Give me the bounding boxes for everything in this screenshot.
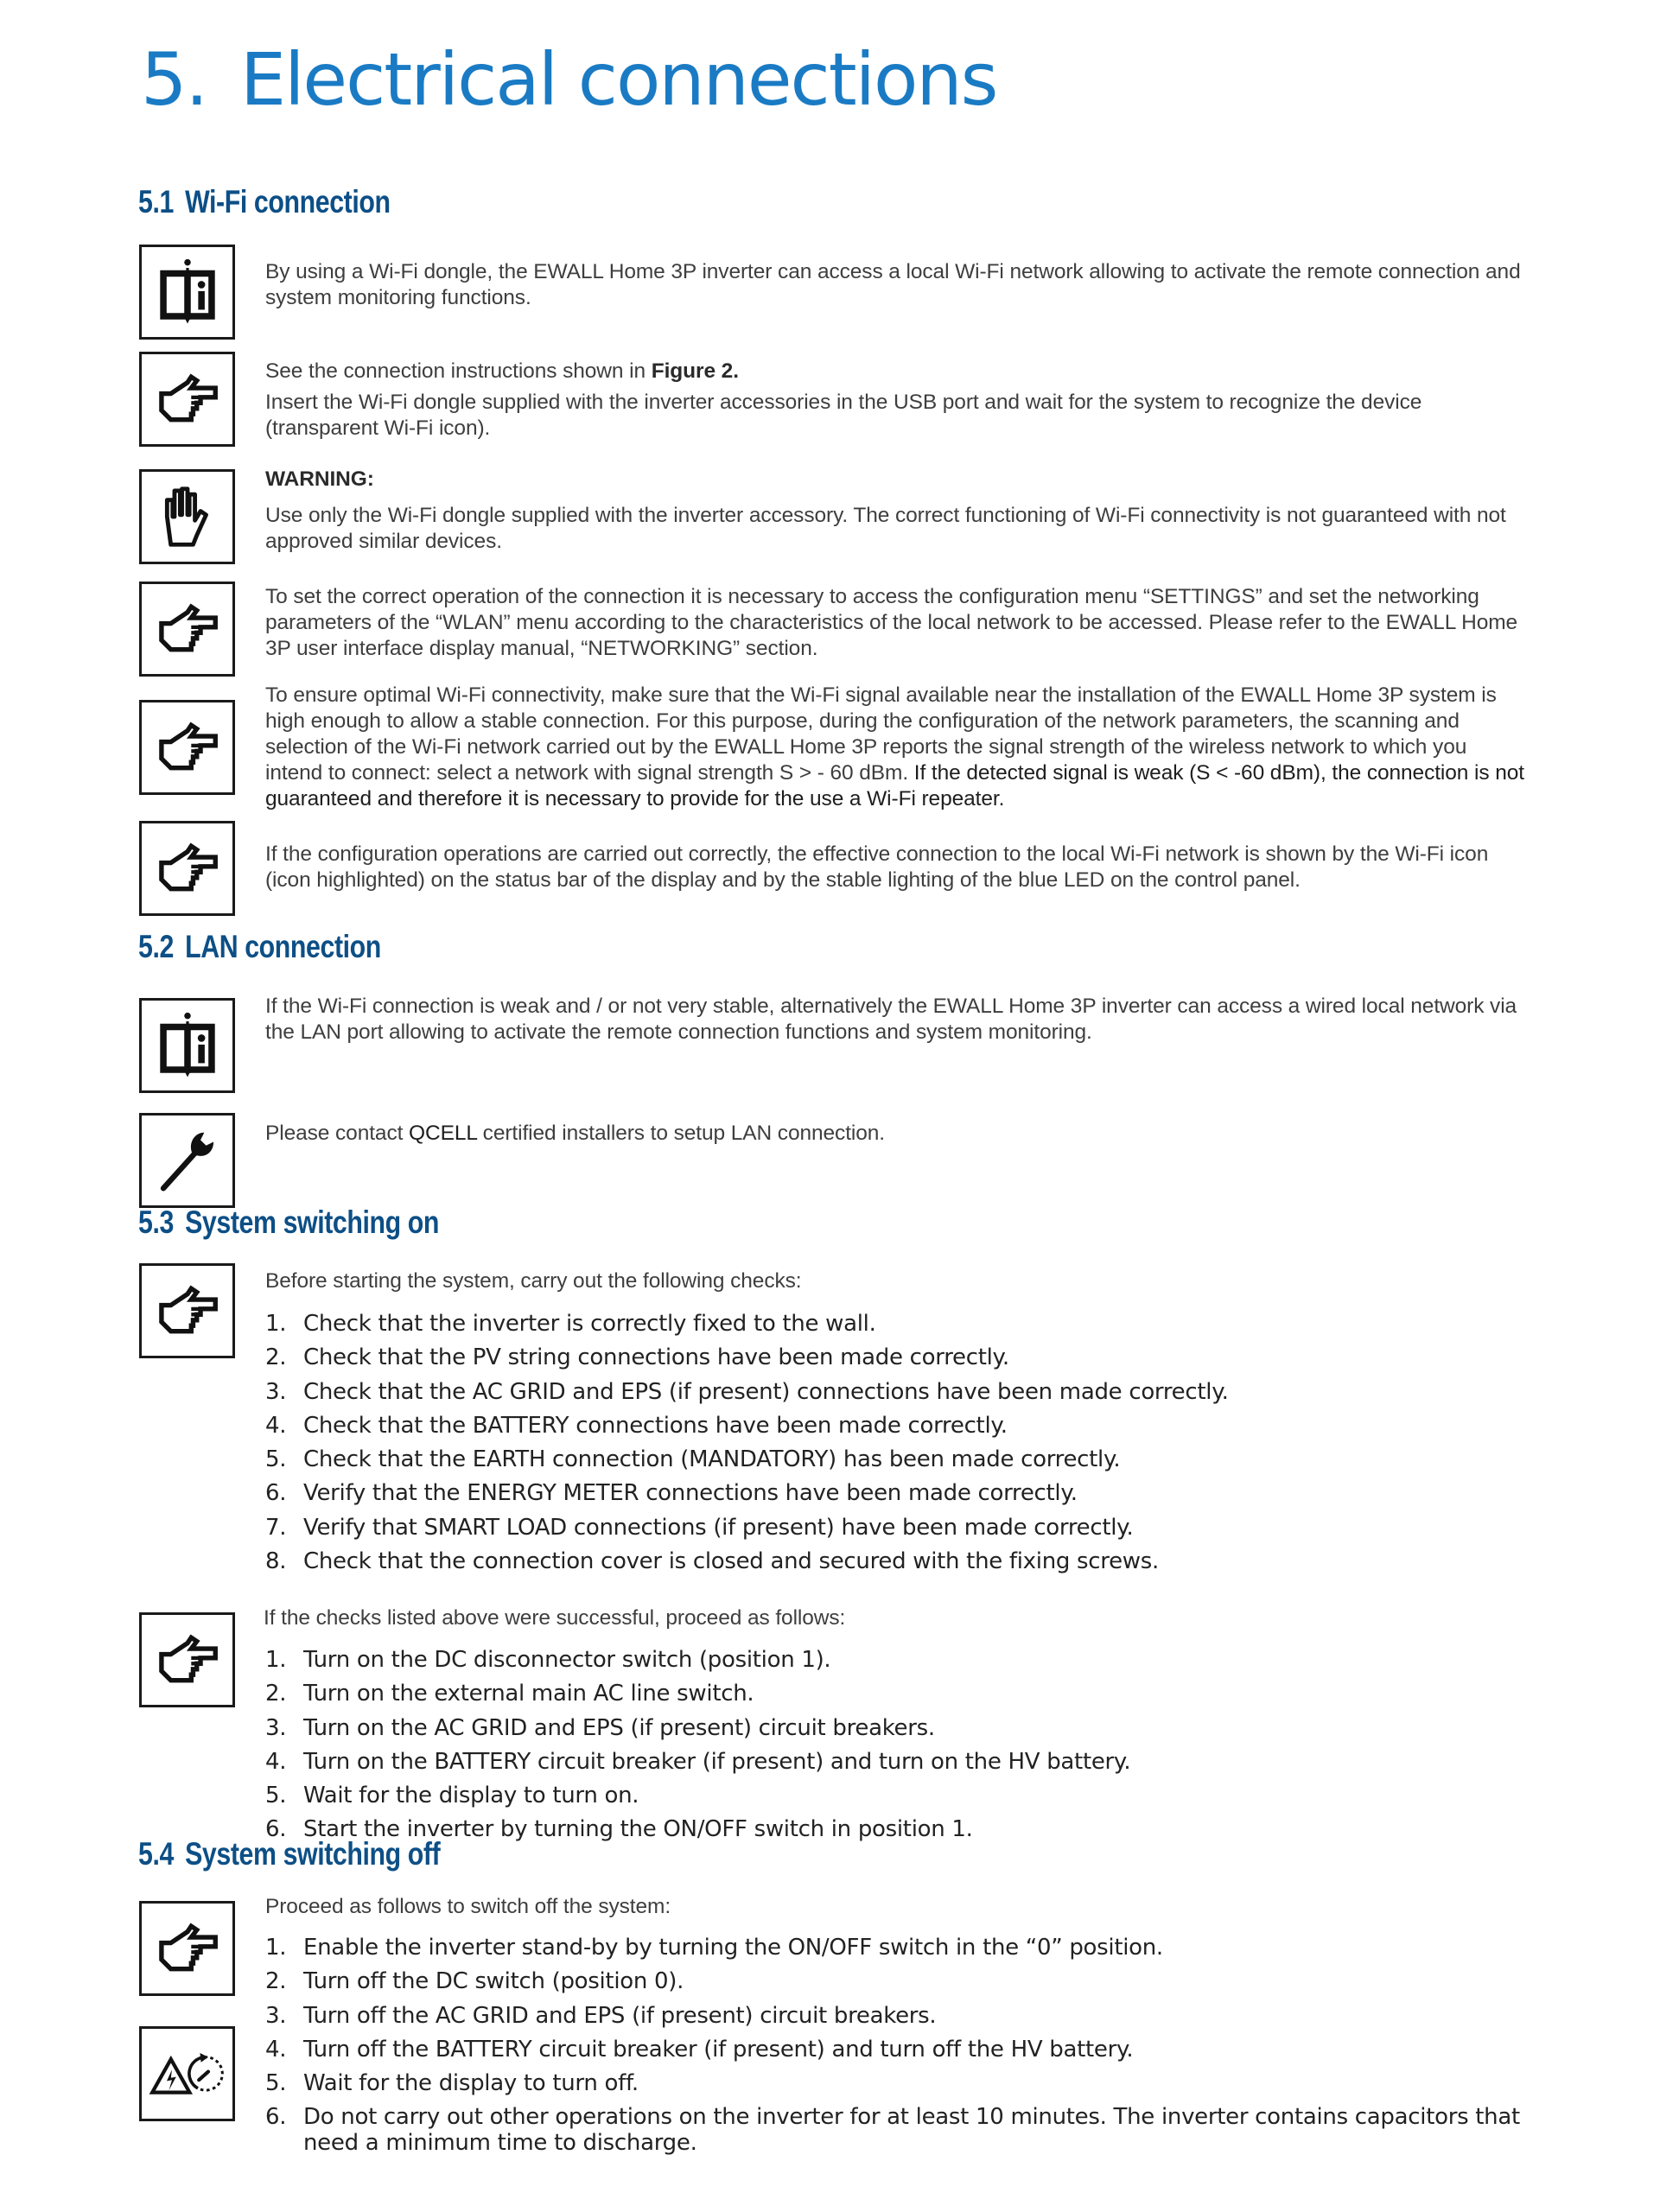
list-item: 3. Turn off the AC GRID and EPS (if present) circuit breakers. bbox=[265, 2002, 937, 2029]
section-number: 5.3 bbox=[138, 1205, 174, 1240]
switch-off-steps bbox=[265, 1931, 1527, 2160]
electric-shock-wait-warning-icon bbox=[139, 2026, 235, 2121]
brand-name: QCELL bbox=[409, 1122, 477, 1145]
pre-start-checklist bbox=[265, 1307, 1527, 1579]
paragraph: Please contact bbox=[265, 1122, 410, 1145]
paragraph: To set the correct operation of the connection it is necessary to access the configuration menu “SETTINGS” and set the networking parameters of the “WLAN” menu according to the characteristics of the local network to be accessed. Please refer to the EWALL Home 3P user interface display manual, “NETWORKING” section. bbox=[265, 585, 1518, 660]
list-item: 1. Check that the inverter is correctly fixed to the wall. bbox=[265, 1311, 876, 1337]
list-item: 4. Turn on the BATTERY circuit breaker (if present) and turn on the HV battery. bbox=[265, 1748, 1131, 1775]
paragraph: See the connection instructions shown in bbox=[265, 359, 652, 383]
switch-off-intro bbox=[265, 1894, 1527, 1920]
figure-reference-link[interactable]: Figure 2. bbox=[651, 359, 739, 383]
wifi-intro-text bbox=[265, 259, 1527, 311]
lan-contact-text bbox=[265, 1121, 1527, 1147]
pointing-hand-icon bbox=[139, 582, 235, 677]
section-number: 5.2 bbox=[138, 929, 174, 964]
lan-intro-text bbox=[265, 994, 1527, 1046]
steps-intro bbox=[264, 1605, 1525, 1631]
list-item: 7. Verify that SMART LOAD connections (if present) have been made correctly. bbox=[265, 1514, 1134, 1541]
info-manual-icon bbox=[139, 998, 235, 1093]
section-heading-switch-on bbox=[138, 1204, 439, 1242]
paragraph: To ensure optimal Wi-Fi connectivity, make sure that the Wi-Fi signal available near the installation of the EWALL Home 3P system is high enough to allow a stable connection. For this purpose, during the configuration of the network parameters, the scanning and selection of the Wi-Fi network carried out by the EWALL Home 3P reports the signal strength of the wireless network to which you intend to connect: select a network with signal strength S > - 60 dBm. bbox=[265, 683, 1497, 785]
list-item: 5. Check that the EARTH connection (MANDATORY) has been made correctly. bbox=[265, 1446, 1121, 1473]
list-item: 2. Turn on the external main AC line switch. bbox=[265, 1681, 754, 1707]
paragraph: If the Wi-Fi connection is weak and / or not very stable, alternatively the EWALL Home 3P inverter can access a wired local network via the LAN port allowing to activate the remote connection functions and system monitoring. bbox=[265, 995, 1517, 1044]
section-heading-switch-off bbox=[138, 1835, 440, 1873]
list-item: 1. Enable the inverter stand-by by turning the ON/OFF switch in the “0” position. bbox=[265, 1935, 1163, 1961]
paragraph: If the configuration operations are carried out correctly, the effective connection to the local Wi-Fi network is shown by the Wi-Fi icon (icon highlighted) on the status bar of the display and by the stable lighting of the blue LED on the control panel. bbox=[265, 842, 1489, 892]
paragraph: If the checks listed above were successful, proceed as follows: bbox=[264, 1606, 846, 1630]
list-item: 6. Verify that the ENERGY METER connections have been made correctly. bbox=[265, 1480, 1078, 1507]
paragraph: Use only the Wi-Fi dongle supplied with the inverter accessory. The correct functioning of Wi-Fi connectivity is not guaranteed with not approved similar devices. bbox=[265, 504, 1506, 553]
section-number: 5.1 bbox=[138, 184, 174, 219]
list-item: 6. Do not carry out other operations on the inverter for at least 10 minutes. The inverter contains capacitors that need a minimum time to discharge. bbox=[265, 2104, 1520, 2157]
page-title bbox=[141, 36, 996, 123]
pointing-hand-icon bbox=[139, 1612, 235, 1707]
section-title: Wi-Fi connection bbox=[185, 184, 391, 219]
wrench-icon bbox=[139, 1113, 235, 1208]
chapter-number: 5. bbox=[141, 37, 207, 122]
pointing-hand-icon bbox=[139, 821, 235, 916]
paragraph: Insert the Wi-Fi dongle supplied with the inverter accessories in the USB port and wait for the system to recognize the device (transparent Wi-Fi icon). bbox=[265, 391, 1422, 440]
section-title: LAN connection bbox=[185, 929, 381, 964]
wifi-success-text bbox=[265, 842, 1527, 893]
paragraph: By using a Wi-Fi dongle, the EWALL Home 3P inverter can access a local Wi-Fi network allowing to activate the remote connection and system monitoring functions. bbox=[265, 260, 1521, 309]
pointing-hand-icon bbox=[139, 700, 235, 795]
warning-label: WARNING: bbox=[265, 467, 374, 491]
wifi-warning-text bbox=[265, 467, 1527, 555]
list-item: 5. Wait for the display to turn on. bbox=[265, 1783, 639, 1809]
signal-note: If the detected signal is weak (S < -60 dBm), the connection is not guaranteed and therefore it is necessary to provide for the use a Wi-Fi repeater. bbox=[265, 761, 1524, 810]
list-item: 2. Turn off the DC switch (position 0). bbox=[265, 1968, 684, 1995]
section-heading-wifi bbox=[138, 183, 391, 221]
section-title: System switching off bbox=[185, 1836, 441, 1872]
list-item: 5. Wait for the display to turn off. bbox=[265, 2070, 639, 2097]
list-item: 2. Check that the PV string connections have been made correctly. bbox=[265, 1344, 1009, 1371]
list-item: 1. Turn on the DC disconnector switch (position 1). bbox=[265, 1647, 831, 1673]
wifi-signal-text bbox=[265, 683, 1527, 812]
paragraph: Proceed as follows to switch off the system: bbox=[265, 1895, 671, 1918]
checks-intro bbox=[265, 1268, 1527, 1294]
paragraph: certified installers to setup LAN connection. bbox=[476, 1122, 886, 1145]
pointing-hand-icon bbox=[139, 352, 235, 447]
stop-hand-icon bbox=[139, 469, 235, 564]
info-manual-icon bbox=[139, 245, 235, 340]
list-item: 6. Start the inverter by turning the ON/OFF switch in position 1. bbox=[265, 1816, 973, 1843]
list-item: 4. Check that the BATTERY connections have been made correctly. bbox=[265, 1412, 1008, 1439]
section-number: 5.4 bbox=[138, 1836, 174, 1872]
pointing-hand-icon bbox=[139, 1901, 235, 1996]
wifi-settings-text bbox=[265, 584, 1527, 662]
list-item: 3. Check that the AC GRID and EPS (if present) connections have been made correctly. bbox=[265, 1378, 1229, 1405]
paragraph: Before starting the system, carry out the following checks: bbox=[265, 1269, 802, 1293]
list-item: 8. Check that the connection cover is closed and secured with the fixing screws. bbox=[265, 1548, 1159, 1575]
chapter-title: Electrical connections bbox=[240, 37, 997, 122]
list-item: 4. Turn off the BATTERY circuit breaker (if present) and turn off the HV battery. bbox=[265, 2036, 1134, 2063]
list-item: 3. Turn on the AC GRID and EPS (if present) circuit breakers. bbox=[265, 1714, 935, 1741]
pointing-hand-icon bbox=[139, 1263, 235, 1358]
section-heading-lan bbox=[138, 928, 381, 966]
section-title: System switching on bbox=[185, 1205, 440, 1240]
wifi-instructions-text bbox=[265, 359, 1527, 442]
switch-on-steps bbox=[265, 1643, 1527, 1847]
